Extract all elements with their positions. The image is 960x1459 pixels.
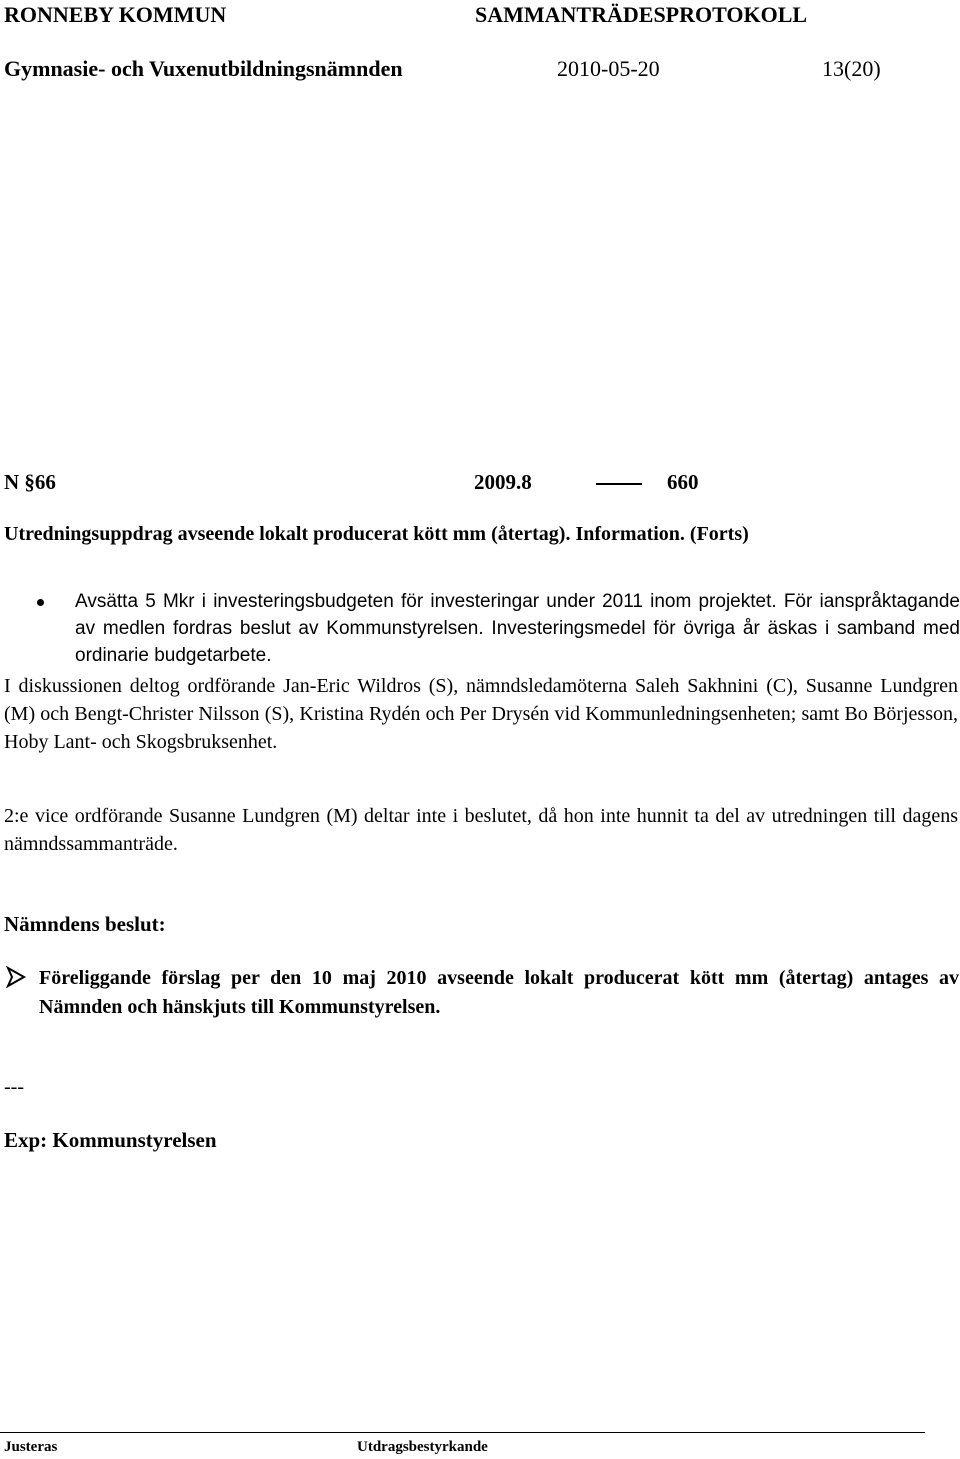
arrow-bullet-icon bbox=[4, 965, 30, 991]
footer-rule bbox=[0, 1432, 925, 1433]
expedition-recipient: Exp: Kommunstyrelsen bbox=[4, 1128, 217, 1152]
discussion-paragraph: I diskussionen deltog ordförande Jan-Eric Wildros (S), nämndsledamöterna Saleh Sakhnini (C), Susanne Lundgren (M) och Bengt-Christer Nilsson (S), Kristina Rydén och Per Drysén vid Kommunledningsenheten; samt Bo Börjesson, Hoby Lant- och Skogsbruksenhet. bbox=[4, 675, 958, 753]
bullet-point bbox=[37, 599, 44, 606]
footer-utdragsbestyrkande: Utdragsbestyrkande bbox=[357, 1439, 488, 1455]
case-number: 2009.8 bbox=[474, 470, 532, 494]
document-number: 660 bbox=[667, 470, 699, 494]
separator: --- bbox=[4, 1076, 24, 1098]
decision-heading: Nämndens beslut: bbox=[4, 912, 166, 936]
meeting-date: 2010-05-20 bbox=[557, 56, 660, 81]
page-number: 13(20) bbox=[822, 56, 881, 81]
document-type: SAMMANTRÄDESPROTOKOLL bbox=[475, 2, 808, 27]
section-title: Utredningsuppdrag avseende lokalt producerat kött mm (återtag). Information. (Forts) bbox=[4, 523, 749, 545]
abstention-paragraph: 2:e vice ordförande Susanne Lundgren (M) deltar inte i beslutet, då hon inte hunnit ta del av utredningen till dagens nämndssammanträde. bbox=[4, 805, 958, 855]
paragraph-number: N §66 bbox=[4, 470, 56, 494]
bullet-text: Avsätta 5 Mkr i investeringsbudgeten för investeringar under 2011 inom projektet. För ianspråktagande av medlen fordras beslut av Kommunstyrelsen. Investeringsmedel för övriga år äskas i samband med ordinarie budgetarbete. bbox=[75, 591, 960, 666]
footer-justeras: Justeras bbox=[4, 1439, 58, 1455]
organization-name: RONNEBY KOMMUN bbox=[4, 2, 227, 27]
committee-name: Gymnasie- och Vuxenutbildningsnämnden bbox=[4, 56, 403, 81]
case-separator-dash bbox=[596, 483, 642, 485]
decision-text: Föreliggande förslag per den 10 maj 2010 avseende lokalt producerat kött mm (återtag) antages av Nämnden och hänskjuts till Kommunstyrelsen. bbox=[39, 967, 959, 1018]
